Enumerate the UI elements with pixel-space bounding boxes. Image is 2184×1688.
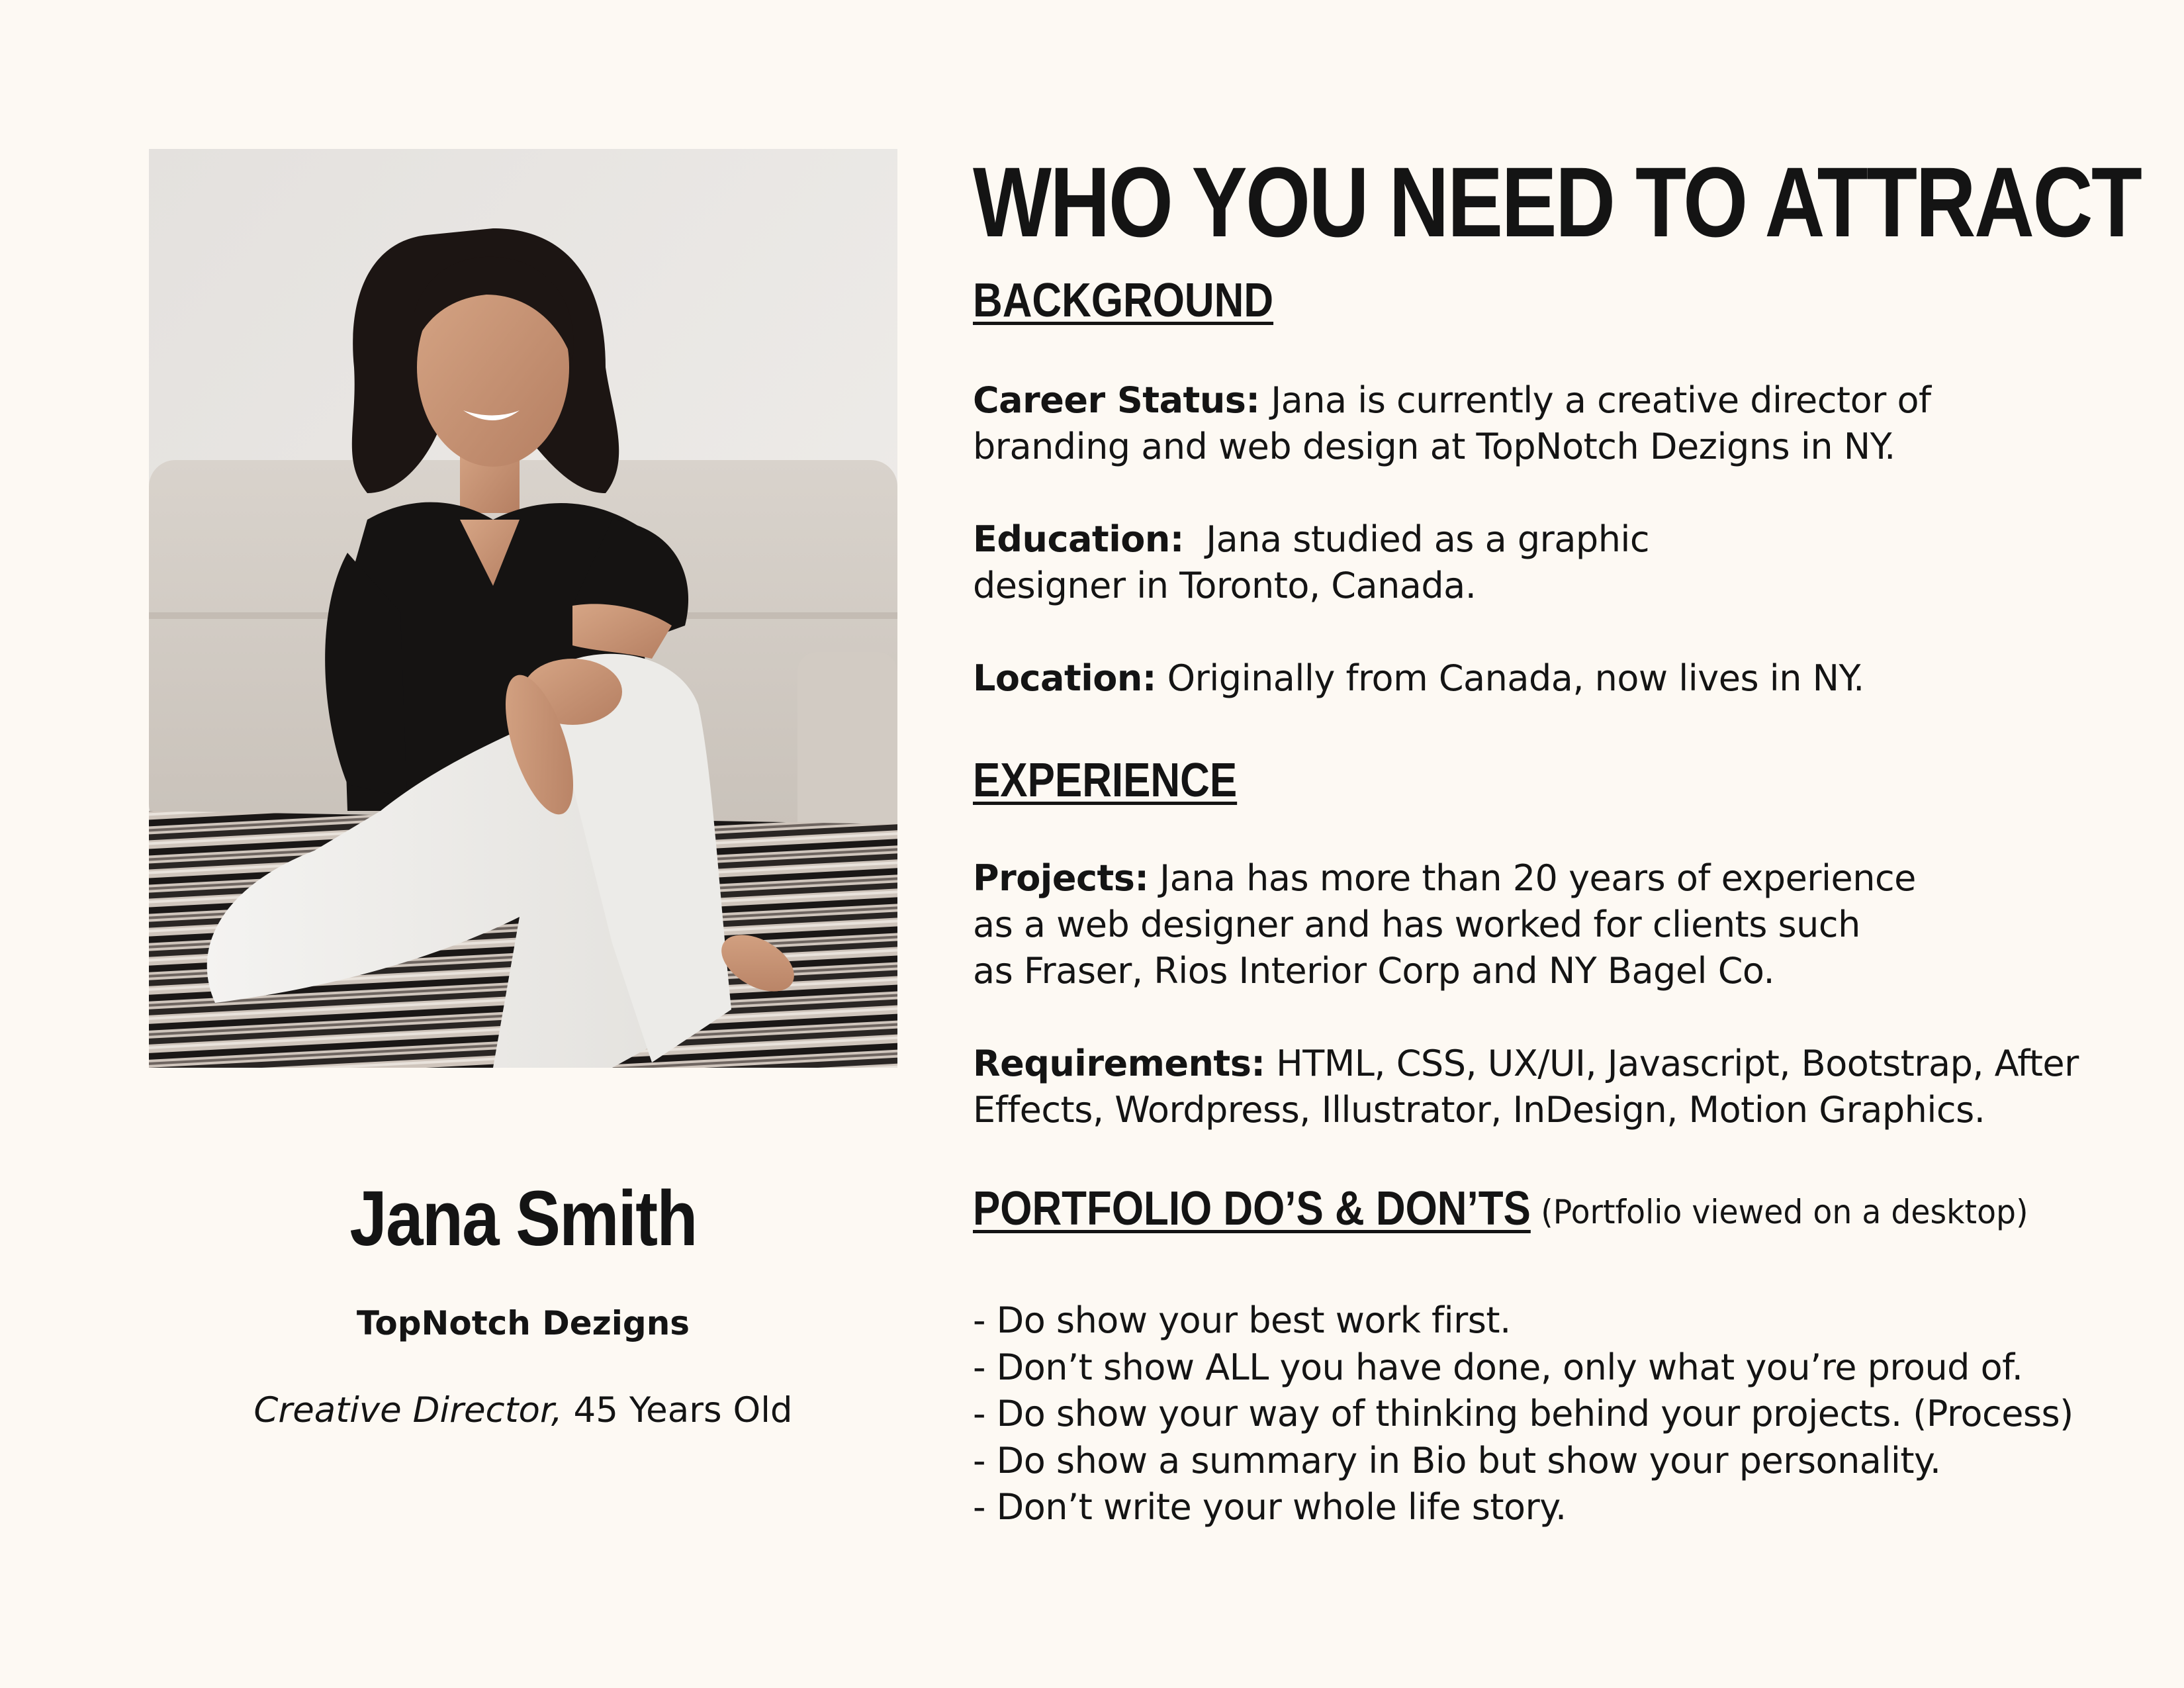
projects-text-1: Jana has more than 20 years of experience [1160, 857, 1916, 899]
background-heading: BACKGROUND [973, 274, 1274, 327]
career-status-label: Career Status: [973, 379, 1260, 421]
career-status-paragraph [973, 377, 2098, 470]
education-text-2: designer in Toronto, Canada. [973, 565, 1477, 606]
persona-role: Creative Director, [253, 1390, 563, 1430]
career-status-text-1: Jana is currently a creative director of [1271, 379, 1931, 421]
location-paragraph [973, 655, 2098, 702]
projects-text-3: as Fraser, Rios Interior Corp and NY Bagel Co. [973, 950, 1775, 992]
career-status-line-1 [973, 377, 2098, 424]
persona-company: TopNotch Dezigns [356, 1304, 690, 1342]
requirements-text-1: HTML, CSS, UX/UI, Javascript, Bootstrap, After [1276, 1043, 2079, 1084]
location-label: Location: [973, 657, 1156, 699]
projects-line-1 [973, 855, 2098, 902]
portfolio-dos-donts-list [973, 1297, 2073, 1531]
requirements-line-1 [973, 1041, 2098, 1087]
requirements-text-2: Effects, Wordpress, Illustrator, InDesign, Motion Graphics. [973, 1089, 1985, 1131]
page-title: WHO YOU NEED TO ATTRACT [973, 146, 2141, 258]
projects-text-2: as a web designer and has worked for clients such [973, 904, 1860, 945]
list-item: - Don’t show ALL you have done, only what you’re proud of. [973, 1346, 2023, 1388]
education-paragraph [973, 516, 2098, 609]
experience-heading: EXPERIENCE [973, 754, 1238, 807]
list-item: - Don’t write your whole life story. [973, 1486, 1567, 1528]
persona-photo-illustration [149, 149, 897, 1068]
persona-age: 45 Years Old [573, 1390, 793, 1430]
persona-photo [149, 149, 897, 1068]
projects-label: Projects: [973, 857, 1149, 899]
list-item: - Do show your way of thinking behind your projects. (Process) [973, 1393, 2073, 1434]
projects-paragraph [973, 855, 2098, 994]
requirements-label: Requirements: [973, 1043, 1265, 1084]
persona-role-line [149, 1390, 897, 1430]
education-label: Education: [973, 518, 1184, 560]
list-item: - Do show your best work first. [973, 1299, 1511, 1341]
education-text-1: Jana studied as a graphic [1195, 518, 1650, 560]
career-status-text-2: branding and web design at TopNotch Dezigns in NY. [973, 426, 1895, 467]
portfolio-note: (Portfolio viewed on a desktop) [1541, 1193, 2028, 1231]
location-line [973, 655, 2098, 702]
list-item: - Do show a summary in Bio but show your personality. [973, 1439, 1941, 1481]
location-text: Originally from Canada, now lives in NY. [1167, 657, 1864, 699]
education-line-1 [973, 516, 2098, 563]
persona-name: Jana Smith [349, 1175, 697, 1262]
requirements-paragraph [973, 1041, 2098, 1133]
portfolio-heading-row [973, 1182, 2028, 1235]
portfolio-heading: PORTFOLIO DO’S & DON’TS [973, 1182, 1531, 1235]
